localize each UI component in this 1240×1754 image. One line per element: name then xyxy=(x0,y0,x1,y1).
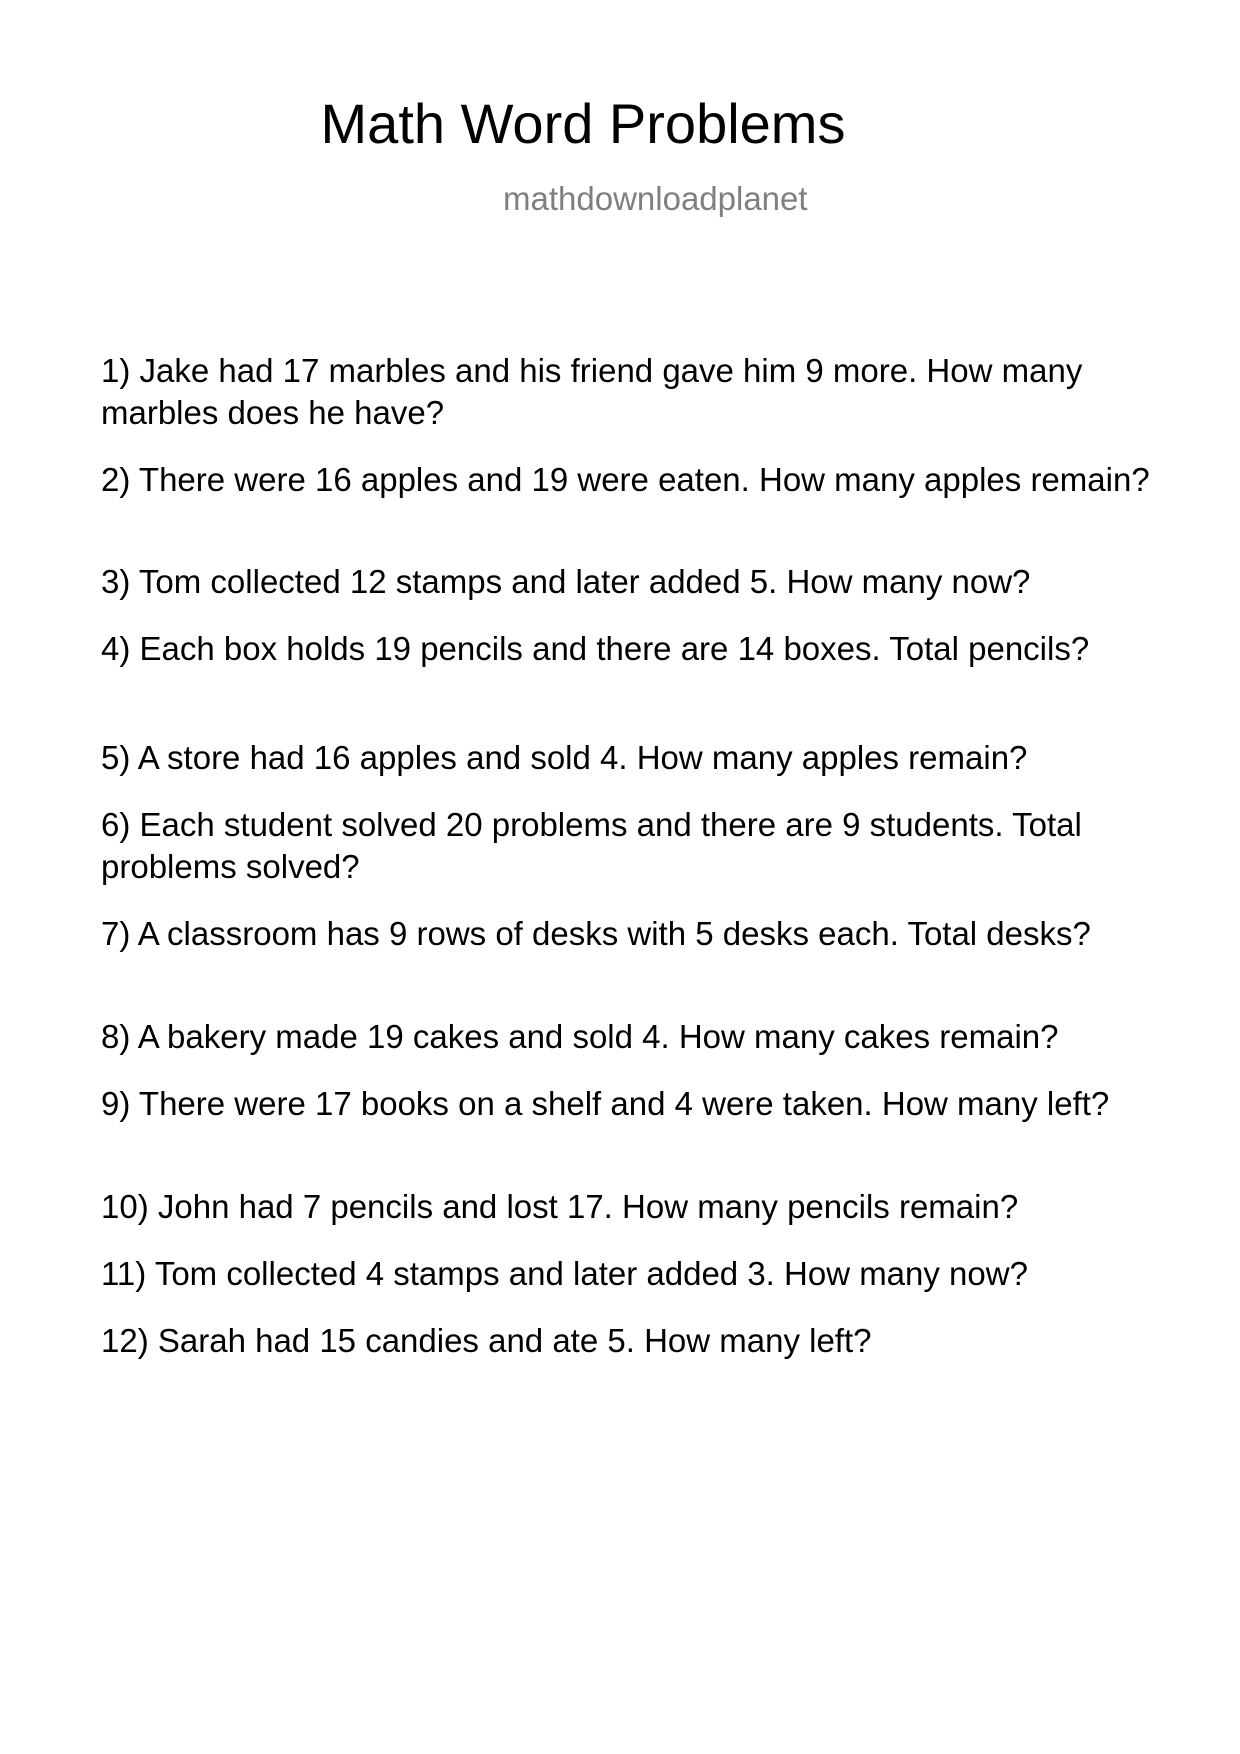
problem-10: 10) John had 7 pencils and lost 17. How many pencils remain? xyxy=(101,1188,1019,1225)
problem-7: 7) A classroom has 9 rows of desks with 5 desks each. Total desks? xyxy=(101,915,1091,952)
problem-1: 1) Jake had 17 marbles and his friend gave him 9 more. How many marbles does he have? xyxy=(101,352,1083,431)
page-subtitle: mathdownloadplanet xyxy=(503,180,808,217)
problem-9: 9) There were 17 books on a shelf and 4 were taken. How many left? xyxy=(101,1085,1110,1122)
problem-11: 11) Tom collected 4 stamps and later added 3. How many now? xyxy=(101,1255,1028,1292)
problem-5: 5) A store had 16 apples and sold 4. How many apples remain? xyxy=(101,739,1028,776)
page-title: Math Word Problems xyxy=(320,92,846,155)
problem-2: 2) There were 16 apples and 19 were eaten. How many apples remain? xyxy=(101,461,1150,498)
problem-8: 8) A bakery made 19 cakes and sold 4. How many cakes remain? xyxy=(101,1018,1059,1055)
problem-4: 4) Each box holds 19 pencils and there are 14 boxes. Total pencils? xyxy=(101,630,1090,667)
problem-6: 6) Each student solved 20 problems and there are 9 students. Total problems solved? xyxy=(101,806,1082,885)
problem-12: 12) Sarah had 15 candies and ate 5. How many left? xyxy=(101,1322,872,1359)
problem-3: 3) Tom collected 12 stamps and later added 5. How many now? xyxy=(101,563,1031,600)
